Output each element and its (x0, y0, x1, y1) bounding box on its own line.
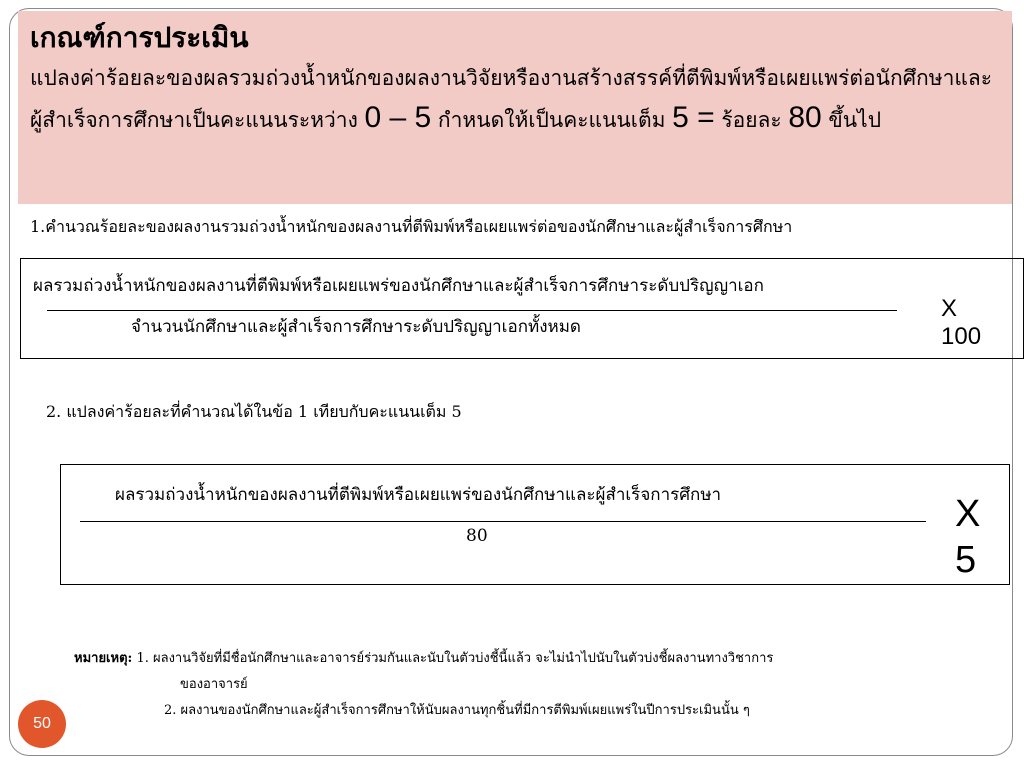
formula-1-fraction-line (47, 310, 897, 311)
note-item-1: 1. ผลงานวิจัยที่มีชื่อนักศึกษาและอาจารย์ร่วมกันและนับในตัวบ่งชี้นี้แล้ว จะไม่นำไปนับในตัวบ่งชี้ผลงานทางวิชาการ (132, 651, 774, 666)
formula-1-box (20, 258, 1024, 359)
formula-1-numerator: ผลรวมถ่วงน้ำหนักของผลงานที่ตีพิมพ์หรือเผยแพร่ของนักศึกษาและผู้สำเร็จการศึกษาระดับปริญญาเอก (33, 276, 764, 296)
header-desc-part3: ร้อยละ (714, 108, 789, 132)
formula-2-multiplier-value: 5 (955, 539, 977, 581)
step-1-text: 1.คำนวณร้อยละของผลงานรวมถ่วงน้ำหนักของผลงานที่ตีพิมพ์หรือเผยแพร่ต่อของนักศึกษาและผู้สำเร็จการศึกษา (30, 217, 793, 236)
step-2-text: 2. แปลงค่าร้อยละที่คำนวณได้ในข้อ 1 เทียบกับคะแนนเต็ม 5 (46, 402, 462, 421)
threshold-percent: 80 (788, 101, 822, 134)
formula-1-multiplier-value: 100 (941, 323, 982, 350)
header-desc-part4: ขึ้นไป (821, 108, 882, 132)
header-desc-part1: แปลงค่าร้อยละของผลรวมถ่วงน้ำหนักของผลงานวิจัยหรืองานสร้างสรรค์ที่ตีพิมพ์หรือเผยแพร่ต่อนักศึกษาและผู้สำเร็จการศึกษาเป็นคะแนนระหว่าง (30, 66, 993, 132)
formula-1-multiply-sign: X (941, 295, 958, 322)
score-range: 0 – 5 (364, 101, 432, 134)
note-section (74, 646, 774, 718)
formula-2-numerator: ผลรวมถ่วงน้ำหนักของผลงานที่ตีพิมพ์หรือเผยแพร่ของนักศึกษาและผู้สำเร็จการศึกษา (115, 485, 722, 505)
header-desc-part2: กำหนดให้เป็นคะแนนเต็ม (431, 108, 673, 132)
formula-1-multiplier (941, 295, 981, 351)
note-item-1-continued: ของอาจารย์ (180, 677, 248, 692)
note-label: หมายเหตุ: (74, 651, 133, 666)
formula-2-fraction-line (80, 521, 926, 522)
formula-2-multiplier (955, 491, 980, 583)
formula-2-box (60, 464, 1010, 585)
header-box (18, 11, 1012, 204)
formula-2-multiply-sign: X (955, 493, 981, 535)
formula-1-denominator: จำนวนนักศึกษาและผู้สำเร็จการศึกษาระดับปริญญาเอกทั้งหมด (131, 317, 581, 337)
page-title: เกณฑ์การประเมิน (30, 21, 249, 54)
full-score: 5 = (672, 101, 715, 134)
header-description (30, 59, 1000, 140)
page-number-badge: 50 (18, 700, 66, 748)
note-item-2: 2. ผลงานของนักศึกษาและผู้สำเร็จการศึกษาให้นับผลงานทุกชิ้นที่มีการตีพิมพ์เผยแพร่ในปีการประเมินนั้น ๆ (164, 703, 750, 718)
formula-2-denominator: 80 (466, 526, 488, 546)
